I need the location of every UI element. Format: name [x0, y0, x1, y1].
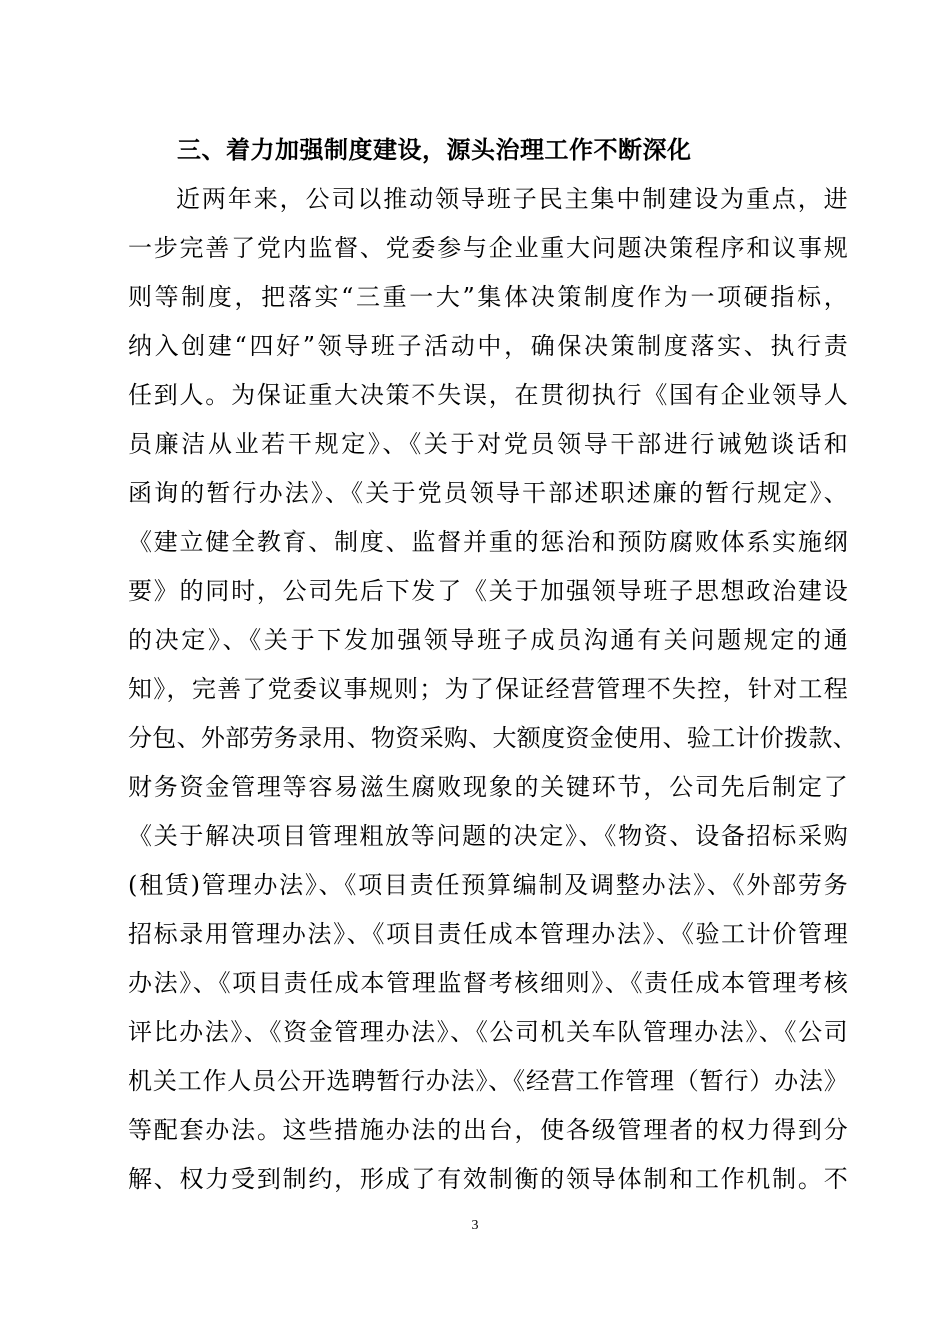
- paragraph-line: 则等制度，把落实“三重一大”集体决策制度作为一项硬指标，: [128, 283, 848, 311]
- paragraph-line: 分包、外部劳务录用、物资采购、大额度资金使用、验工计价拨款、: [128, 724, 857, 752]
- paragraph-line: 财务资金管理等容易滋生腐败现象的关键环节，公司先后制定了: [128, 773, 848, 801]
- paragraph-line: 评比办法》、《资金管理办法》、《公司机关车队管理办法》、《公司: [128, 1018, 848, 1046]
- paragraph-line: 《建立健全教育、制度、监督并重的惩治和预防腐败体系实施纲: [128, 528, 848, 556]
- body-paragraph: [128, 175, 857, 1204]
- paragraph-line: 办法》、《项目责任成本管理监督考核细则》、《责任成本管理考核: [128, 969, 848, 997]
- section-heading: 三、着力加强制度建设，源头治理工作不断深化: [177, 135, 692, 164]
- paragraph-line: 的决定》、《关于下发加强领导班子成员沟通有关问题规定的通: [128, 626, 848, 654]
- paragraph-line: (租赁)管理办法》、《项目责任预算编制及调整办法》、《外部劳务: [128, 871, 848, 899]
- paragraph-line: 任到人。为保证重大决策不失误，在贯彻执行《国有企业领导人: [128, 381, 848, 409]
- paragraph-line: 招标录用管理办法》、《项目责任成本管理办法》、《验工计价管理: [128, 920, 848, 948]
- paragraph-line: 函询的暂行办法》、《关于党员领导干部述职述廉的暂行规定》、: [128, 479, 848, 507]
- page-number: 3: [471, 1218, 479, 1233]
- paragraph-line: 机关工作人员公开选聘暂行办法》、《经营工作管理（暂行）办法》: [128, 1067, 848, 1095]
- paragraph-line: 知》，完善了党委议事规则；为了保证经营管理不失控，针对工程: [128, 675, 848, 703]
- paragraph-line: 一步完善了党内监督、党委参与企业重大问题决策程序和议事规: [128, 234, 848, 262]
- paragraph-line: 《关于解决项目管理粗放等问题的决定》、《物资、设备招标采购: [128, 822, 848, 850]
- paragraph-line: 纳入创建“四好”领导班子活动中，确保决策制度落实、执行责: [128, 332, 848, 360]
- paragraph-line: 等配套办法。这些措施办法的出台，使各级管理者的权力得到分: [128, 1116, 848, 1144]
- paragraph-line: 员廉洁从业若干规定》、《关于对党员领导干部进行诫勉谈话和: [128, 430, 848, 458]
- paragraph-line: 解、权力受到制约，形成了有效制衡的领导体制和工作机制。不: [128, 1165, 848, 1193]
- paragraph-line: 要》的同时，公司先后下发了《关于加强领导班子思想政治建设: [128, 577, 848, 605]
- paragraph-line: 近两年来，公司以推动领导班子民主集中制建设为重点，进: [176, 185, 848, 213]
